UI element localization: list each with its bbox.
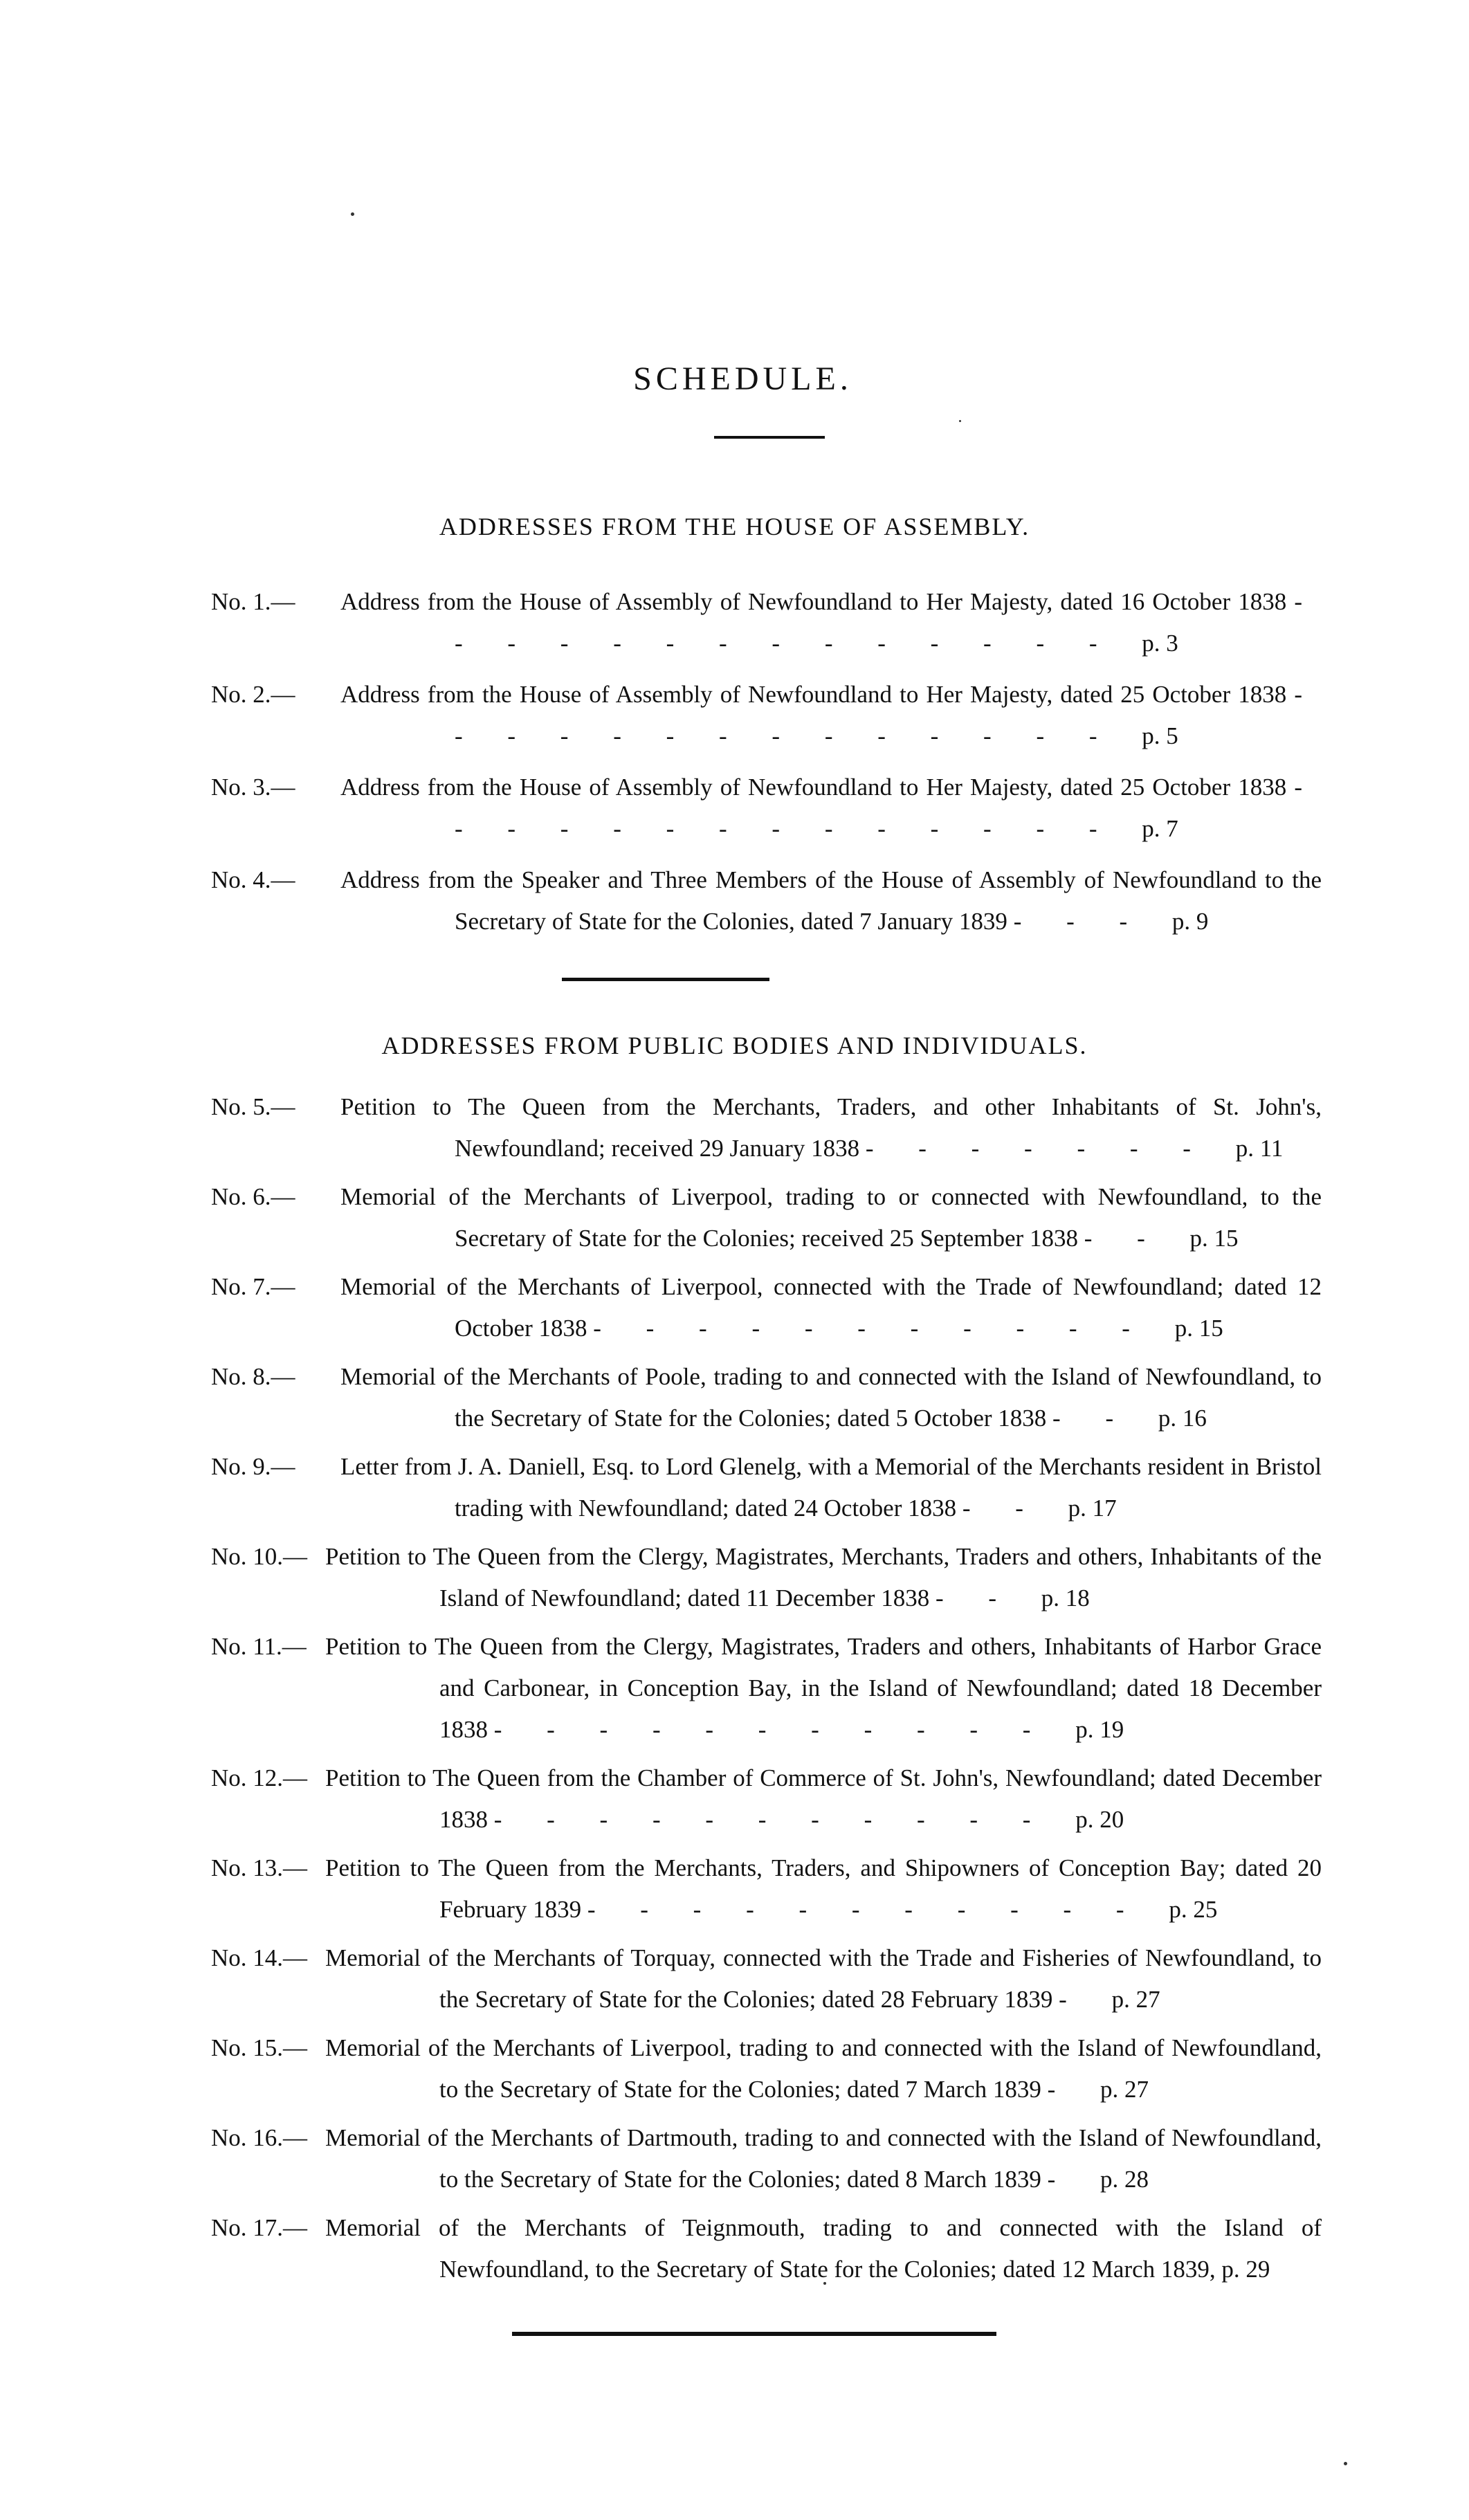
schedule-entry (211, 1446, 1322, 1529)
leader-dots: - - - - - - - - - - - - - - (455, 681, 1322, 749)
entry-number: No. 7.— (211, 1273, 295, 1300)
leader-dots: - (1047, 2166, 1101, 2193)
entry-number: No. 5.— (211, 1093, 295, 1120)
leader-dots: - (1047, 2076, 1101, 2103)
entry-number: No. 14.— (211, 1944, 308, 1971)
entry-text: Petition to The Queen from the Clergy, Magistrates, Traders and others, Inhabitants of Harbor Grace and Carbonear, in Conception Bay, in the Island of Newfoundland; dated 18 December 1838 (325, 1633, 1322, 1743)
entry-text: Memorial of the Merchants of Liverpool, connected with the Trade of Newfoundland; dated 12 October 1838 (340, 1273, 1322, 1342)
schedule-entry (211, 1086, 1322, 1169)
entry-text: Petition to The Queen from the Merchants, Traders, and other Inhabitants of St. John's, Newfoundland; received 29 January 1838 (340, 1093, 1322, 1162)
entry-text: Petition to The Queen from the Chamber of Commerce of St. John's, Newfoundland; dated December 1838 (325, 1764, 1322, 1833)
entry-page-ref: p. 19 (1075, 1716, 1124, 1743)
section-divider (562, 978, 769, 981)
entry-number: No. 9.— (211, 1453, 295, 1480)
leader-dots: - - (935, 1585, 1041, 1611)
entry-text: Letter from J. A. Daniell, Esq. to Lord Glenelg, with a Memorial of the Merchants resident in Bristol trading with Newfoundland; dated 24 October 1838 (340, 1453, 1322, 1522)
entry-number: No. 2.— (211, 681, 295, 708)
schedule-entry (211, 1847, 1322, 1930)
entry-page-ref: p. 29 (1221, 2256, 1270, 2283)
entry-number: No. 10.— (211, 1543, 308, 1570)
entry-text: Address from the House of Assembly of Newfoundland to Her Majesty, dated 16 October 1838 (340, 588, 1287, 615)
entry-page-ref: p. 15 (1189, 1225, 1239, 1252)
entry-number: No. 8.— (211, 1363, 295, 1390)
entry-page-ref: p. 3 (1142, 630, 1178, 657)
entry-page-ref: p. 17 (1068, 1495, 1117, 1522)
entry-text: Address from the House of Assembly of Newfoundland to Her Majesty, dated 25 October 1838 (340, 681, 1287, 708)
page-speck (351, 212, 354, 216)
entry-page-ref: p. 11 (1235, 1135, 1284, 1162)
schedule-entry (211, 767, 1322, 850)
leader-dots: - - - - - - - - - - - (587, 1896, 1169, 1923)
leader-dots: - - - - - - - - - - - - - - (455, 774, 1322, 842)
entry-page-ref: p. 16 (1158, 1405, 1207, 1432)
entry-text: Petition to The Queen from the Merchants, Traders, and Shipowners of Conception Bay; dated 20 February 1839 (325, 1854, 1322, 1923)
schedule-entry (211, 1266, 1322, 1349)
section-public-bodies-list (211, 1086, 1322, 2290)
schedule-entry (211, 2027, 1322, 2110)
leader-dots: - - - - - - - (865, 1135, 1236, 1162)
schedule-entry (211, 581, 1322, 664)
leader-dots: - (1059, 1986, 1112, 2013)
entry-number: No. 6.— (211, 1183, 295, 1210)
entry-page-ref: p. 27 (1100, 2076, 1149, 2103)
leader-dots: - - (1052, 1405, 1158, 1432)
entry-page-ref: p. 7 (1142, 815, 1178, 842)
schedule-entry (211, 2207, 1322, 2290)
entry-text: Memorial of the Merchants of Liverpool, trading to or connected with Newfoundland, to the Secretary of State for the Colonies; received 25 September 1838 (340, 1183, 1322, 1252)
entry-page-ref: p. 28 (1100, 2166, 1149, 2193)
schedule-entry (211, 1937, 1322, 2020)
entry-number: No. 16.— (211, 2124, 308, 2151)
entry-page-ref: p. 25 (1169, 1896, 1218, 1923)
entry-number: No. 11.— (211, 1633, 307, 1660)
leader-dots: - - - - - - - - - - - (593, 1315, 1175, 1342)
section-house-of-assembly-list (211, 581, 1322, 942)
entry-text: Petition to The Queen from the Clergy, Magistrates, Merchants, Traders and others, Inhabitants of the Island of Newfoundland; dated 11 December 1838 (325, 1543, 1322, 1611)
entry-number: No. 12.— (211, 1764, 308, 1791)
section-heading-house-of-assembly: ADDRESSES FROM THE HOUSE OF ASSEMBLY. (439, 513, 1030, 540)
schedule-entry (211, 1176, 1322, 1259)
entry-number: No. 17.— (211, 2214, 308, 2241)
entry-number: No. 15.— (211, 2034, 308, 2061)
entry-number: No. 3.— (211, 774, 295, 801)
entry-page-ref: p. 15 (1174, 1315, 1223, 1342)
entry-page-ref: p. 27 (1111, 1986, 1160, 2013)
leader-dots: - - - - - - - - - - - (493, 1806, 1076, 1833)
schedule-entry (211, 859, 1322, 942)
page-title: SCHEDULE. (633, 360, 852, 397)
leader-dots: - - - - - - - - - - - (493, 1716, 1076, 1743)
entry-page-ref: p. 18 (1041, 1585, 1090, 1611)
entry-text: Memorial of the Merchants of Poole, trading to and connected with the Island of Newfoundland, to the Secretary of State for the Colonies; dated 5 October 1838 (340, 1363, 1322, 1432)
leader-dots: - - - (1013, 908, 1172, 935)
page-speck (1344, 2462, 1347, 2465)
entry-number: No. 13.— (211, 1854, 308, 1881)
page-speck (959, 420, 961, 422)
leader-dots: - - (1084, 1225, 1190, 1252)
entry-number: No. 4.— (211, 866, 295, 893)
schedule-entry (211, 1757, 1322, 1841)
closing-rule (512, 2332, 996, 2336)
schedule-entry (211, 1626, 1322, 1751)
section-heading-public-bodies: ADDRESSES FROM PUBLIC BODIES AND INDIVIDUALS. (381, 1032, 1088, 1059)
leader-dots: - - - - - - - - - - - - - - (455, 588, 1322, 657)
schedule-entry (211, 1356, 1322, 1439)
entry-text: Address from the House of Assembly of Newfoundland to Her Majesty, dated 25 October 1838 (340, 774, 1287, 801)
schedule-entry (211, 2117, 1322, 2200)
schedule-entry (211, 674, 1322, 757)
entry-page-ref: p. 20 (1075, 1806, 1124, 1833)
entry-text: Memorial of the Merchants of Teignmouth, trading to and connected with the Island of Newfoundland, to the Secretary of State for the Colonies; dated 12 March 1839, (325, 2214, 1322, 2283)
entry-text: Memorial of the Merchants of Liverpool, trading to and connected with the Island of Newfoundland, to the Secretary of State for the Colonies; dated 7 March 1839 (325, 2034, 1322, 2103)
leader-dots: - - (962, 1495, 1068, 1522)
entry-page-ref: p. 5 (1142, 722, 1178, 749)
schedule-entry (211, 1536, 1322, 1619)
entry-text: Memorial of the Merchants of Dartmouth, trading to and connected with the Island of Newfoundland, to the Secretary of State for the Colonies; dated 8 March 1839 (325, 2124, 1322, 2193)
title-underline (714, 436, 825, 439)
entry-page-ref: p. 9 (1171, 908, 1209, 935)
entry-text: Memorial of the Merchants of Torquay, connected with the Trade and Fisheries of Newfoundland, to the Secretary of State for the Colonies; dated 28 February 1839 (325, 1944, 1322, 2013)
entry-text: Address from the Speaker and Three Members of the House of Assembly of Newfoundland to the Secretary of State for the Colonies, dated 7 January 1839 (340, 866, 1322, 935)
entry-number: No. 1.— (211, 588, 295, 615)
